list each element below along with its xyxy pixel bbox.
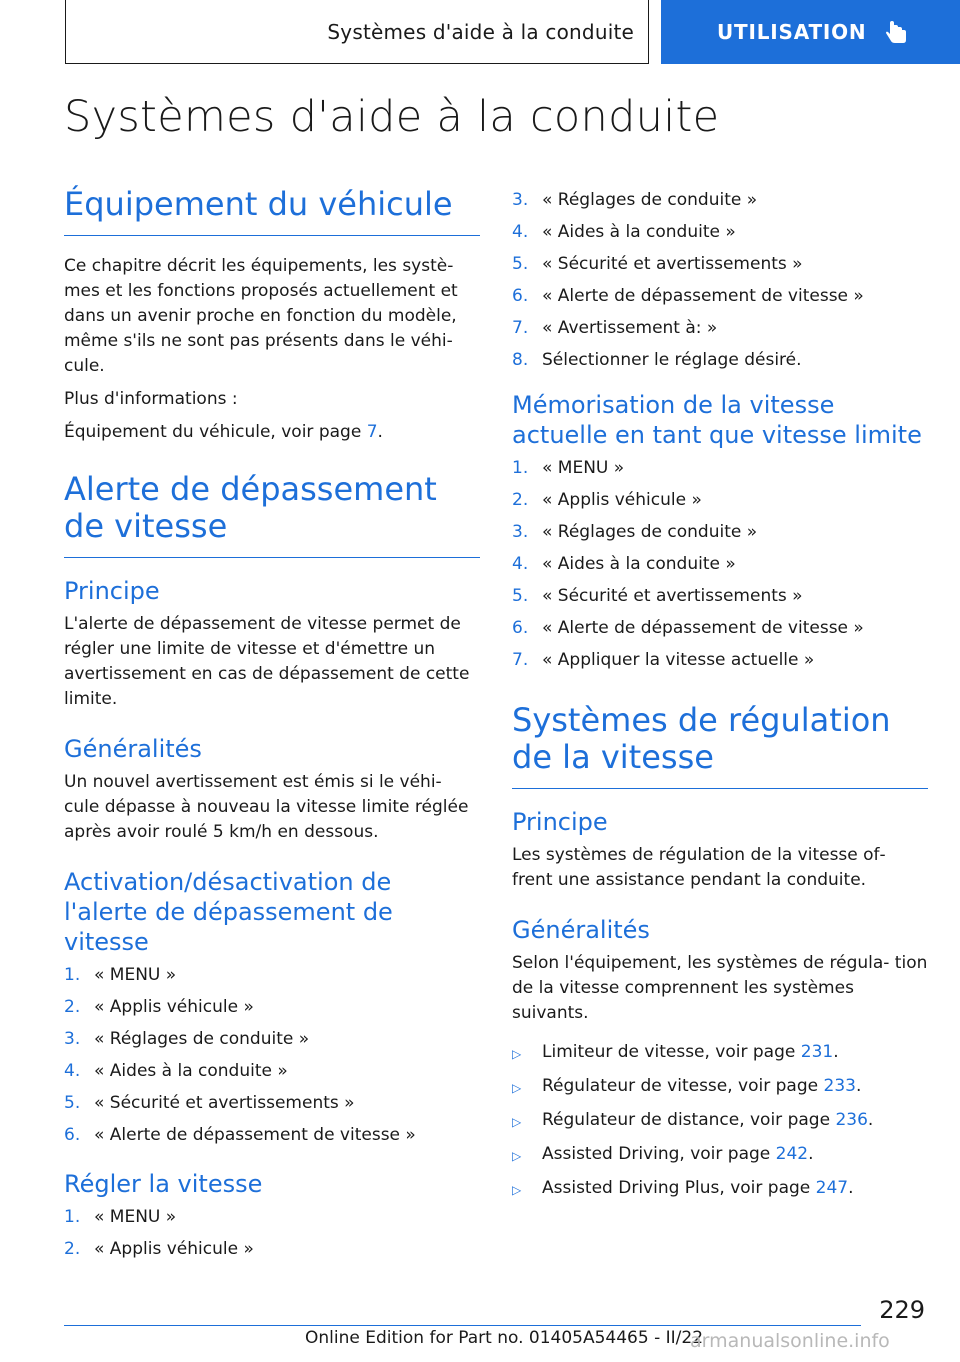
- list-item: 4. « Aides à la conduite »: [64, 1061, 288, 1081]
- list-item: 4. « Aides à la conduite »: [512, 222, 736, 242]
- heading-generalites-regulation: Généralités: [512, 916, 650, 944]
- heading-generalites: Généralités: [64, 735, 202, 763]
- list-item: ▷ Régulateur de vitesse, voir page 233.: [512, 1074, 928, 1100]
- edition-text: Online Edition for Part no. 01405A54465 - II/22: [305, 1328, 704, 1348]
- list-item: ▷ Limiteur de vitesse, voir page 231.: [512, 1040, 928, 1066]
- list-item: 2. « Applis véhicule »: [64, 1239, 254, 1259]
- list-item: 5. « Sécurité et avertissements »: [64, 1093, 355, 1113]
- list-item: ▷ Assisted Driving Plus, voir page 247.: [512, 1176, 928, 1202]
- list-item: 3. « Réglages de conduite »: [512, 190, 758, 210]
- activation-steps: [64, 963, 480, 1147]
- equip-reference: Équipement du véhicule, voir page 7.: [64, 422, 383, 442]
- generalites-regulation-text: Selon l'équipement, les systèmes de régula‐ tion de la vitesse comprennent les systèmes suivants.: [512, 953, 928, 1023]
- heading-principe-regulation: Principe: [512, 808, 608, 836]
- right-column: [512, 188, 928, 1210]
- page-link-247[interactable]: 247: [815, 1178, 849, 1198]
- page-link-233[interactable]: 233: [823, 1076, 856, 1096]
- generalites-text: Un nouvel avertissement est émis si le véhi‐ cule dépasse à nouveau la vitesse limite réglée après avoir roulé 5 km/h en dessous.: [64, 772, 469, 842]
- list-item: 1. « MENU »: [64, 965, 177, 985]
- page-title: Systèmes d'aide à la conduite: [64, 92, 720, 142]
- heading-regulation: Systèmes de régulation de la vitesse: [512, 702, 928, 789]
- principe-regulation-text: Les systèmes de régulation de la vitesse of‐ frent une assistance pendant la conduite.: [512, 845, 886, 890]
- list-item: 2. « Applis véhicule »: [64, 997, 254, 1017]
- triangle-bullet-icon: ▷: [512, 1183, 522, 1197]
- regler-steps: [64, 1205, 480, 1261]
- header-section-title: Systèmes d'aide à la conduite: [327, 19, 634, 44]
- list-item: ▷ Assisted Driving, voir page 242.: [512, 1142, 928, 1168]
- watermark-text: armanualsonline.info: [690, 1330, 890, 1352]
- page-link-7[interactable]: 7: [366, 422, 378, 442]
- triangle-bullet-icon: ▷: [512, 1149, 522, 1163]
- equip-paragraph: Ce chapitre décrit les équipements, les systè‐ mes et les fonctions proposés actuellement et dans un avenir proche en fonction du modèle, même s'ils ne sont pas présents dans le véhi‐ cule.: [64, 256, 458, 376]
- list-item: 1. « MENU »: [64, 1207, 177, 1227]
- heading-equipement: Équipement du véhicule: [64, 186, 480, 236]
- list-item: 4. « Aides à la conduite »: [512, 554, 736, 574]
- hand-pointer-icon: [884, 19, 910, 45]
- left-column: [64, 186, 480, 1269]
- regulation-systems-list: [512, 1040, 928, 1202]
- memo-steps: [512, 456, 928, 672]
- equip-ref-text: Équipement du véhicule, voir page: [64, 422, 367, 442]
- equip-more-info: Plus d'informations :: [64, 389, 238, 409]
- heading-alerte: Alerte de dépassement de vitesse: [64, 471, 480, 558]
- heading-regler: Régler la vitesse: [64, 1170, 263, 1198]
- page-link-242[interactable]: 242: [775, 1144, 809, 1164]
- heading-principe: Principe: [64, 577, 160, 605]
- heading-activation: Activation/désactivation de l'alerte de dépassement de vitesse: [64, 868, 393, 956]
- page-link-231[interactable]: 231: [800, 1042, 834, 1062]
- list-item: 6. « Alerte de dépassement de vitesse »: [64, 1125, 416, 1145]
- principe-text: L'alerte de dépassement de vitesse permet de régler une limite de vitesse et d'émettre un avertissement en cas de dépassement de cette limite.: [64, 614, 470, 709]
- list-item: 7. « Avertissement à: »: [512, 318, 718, 338]
- list-item: 6. « Alerte de dépassement de vitesse »: [512, 618, 864, 638]
- list-item: 1. « MENU »: [512, 458, 625, 478]
- list-item: 3. « Réglages de conduite »: [64, 1029, 310, 1049]
- regler-steps-continued: [512, 188, 928, 372]
- page-link-236[interactable]: 236: [835, 1110, 868, 1130]
- heading-memorisation: Mémorisation de la vitesse actuelle en tant que vitesse limite: [512, 391, 922, 449]
- list-item: 7. « Appliquer la vitesse actuelle »: [512, 650, 815, 670]
- header-section-box: [65, 0, 649, 64]
- header-tab-utilisation[interactable]: [661, 0, 960, 64]
- triangle-bullet-icon: ▷: [512, 1081, 522, 1095]
- footer-divider: [64, 1325, 861, 1326]
- triangle-bullet-icon: ▷: [512, 1047, 522, 1061]
- list-item: 5. « Sécurité et avertissements »: [512, 254, 803, 274]
- page-number: 229: [879, 1296, 925, 1324]
- triangle-bullet-icon: ▷: [512, 1115, 522, 1129]
- list-item: 5. « Sécurité et avertissements »: [512, 586, 803, 606]
- list-item: 8. Sélectionner le réglage désiré.: [512, 350, 802, 370]
- list-item: 2. « Applis véhicule »: [512, 490, 702, 510]
- list-item: 6. « Alerte de dépassement de vitesse »: [512, 286, 864, 306]
- header-tab-label: UTILISATION: [717, 20, 867, 44]
- list-item: ▷ Régulateur de distance, voir page 236.: [512, 1108, 928, 1134]
- list-item: 3. « Réglages de conduite »: [512, 522, 758, 542]
